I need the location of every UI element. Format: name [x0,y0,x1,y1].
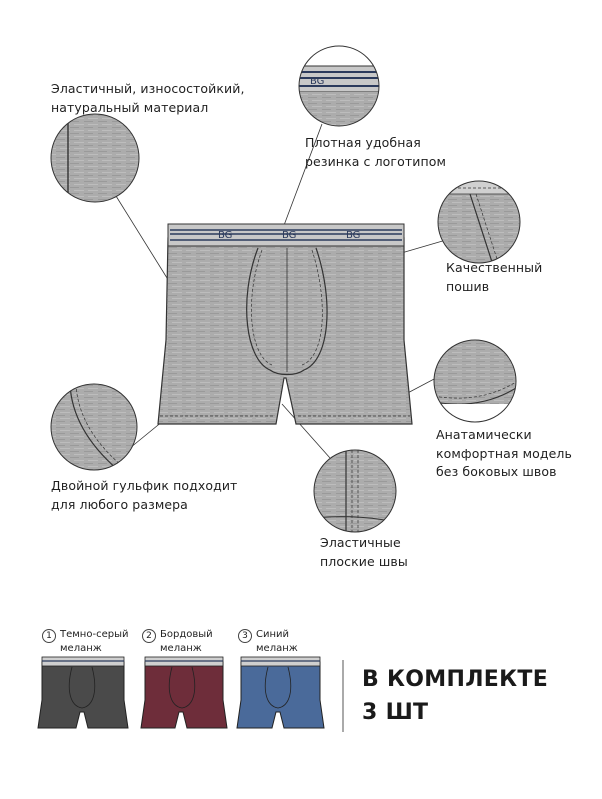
callout-line: для любого размера [51,496,188,512]
option-subname: меланж [60,643,102,654]
variant-boxer-1 [38,657,128,728]
callout-line: Качественный [446,260,543,275]
option-subname: меланж [160,643,202,654]
logo-mark: BG [310,76,325,87]
detail-pouch [51,384,137,470]
main-boxer [158,224,412,424]
callout-line: резинка с логотипом [305,153,447,169]
detail-material [51,110,139,206]
callout-line: без боковых швов [436,464,557,479]
callout-line: пошив [446,278,490,294]
detail-waistband [298,46,380,132]
detail-anatomic [434,340,516,424]
option-number: 2 [142,629,156,643]
option-name: Темно-серый [60,629,129,640]
callout-line: натуральный материал [51,99,209,115]
color-option-3 [238,629,298,654]
callout-seams [320,534,408,571]
callout-anatomic [436,426,572,482]
variant-boxer-3 [237,657,324,728]
logo-mark: BG [282,230,297,241]
callout-line: Эластичные [320,535,401,550]
logo-mark: BG [218,230,233,241]
callout-material [51,80,245,117]
callout-line: Анатамически [436,427,532,442]
callout-stitching [446,259,542,296]
detail-seams [314,450,396,532]
variant-boxer-2 [141,657,227,728]
kit-line: В КОМПЛЕКТЕ [362,667,549,692]
option-number: 3 [238,629,252,643]
color-option-1 [42,629,128,654]
logo-mark: BG [346,230,361,241]
callout-line: Плотная удобная [305,135,421,150]
callout-line: комфортная модель [436,445,572,461]
kit-line: 3 ШТ [362,700,429,725]
option-name: Синий [256,629,290,640]
option-number: 1 [42,629,56,643]
option-subname: меланж [256,643,298,654]
callout-line: плоские швы [320,553,408,569]
callout-pouch [51,477,237,514]
option-name: Бордовый [160,629,213,640]
kit-label [362,663,548,729]
callout-line: Двойной гульфик подходит [51,478,238,493]
callout-waistband [305,134,446,171]
color-option-2 [142,629,213,654]
callout-line: Эластичный, износостойкий, [51,81,245,96]
detail-stitching [438,180,520,263]
